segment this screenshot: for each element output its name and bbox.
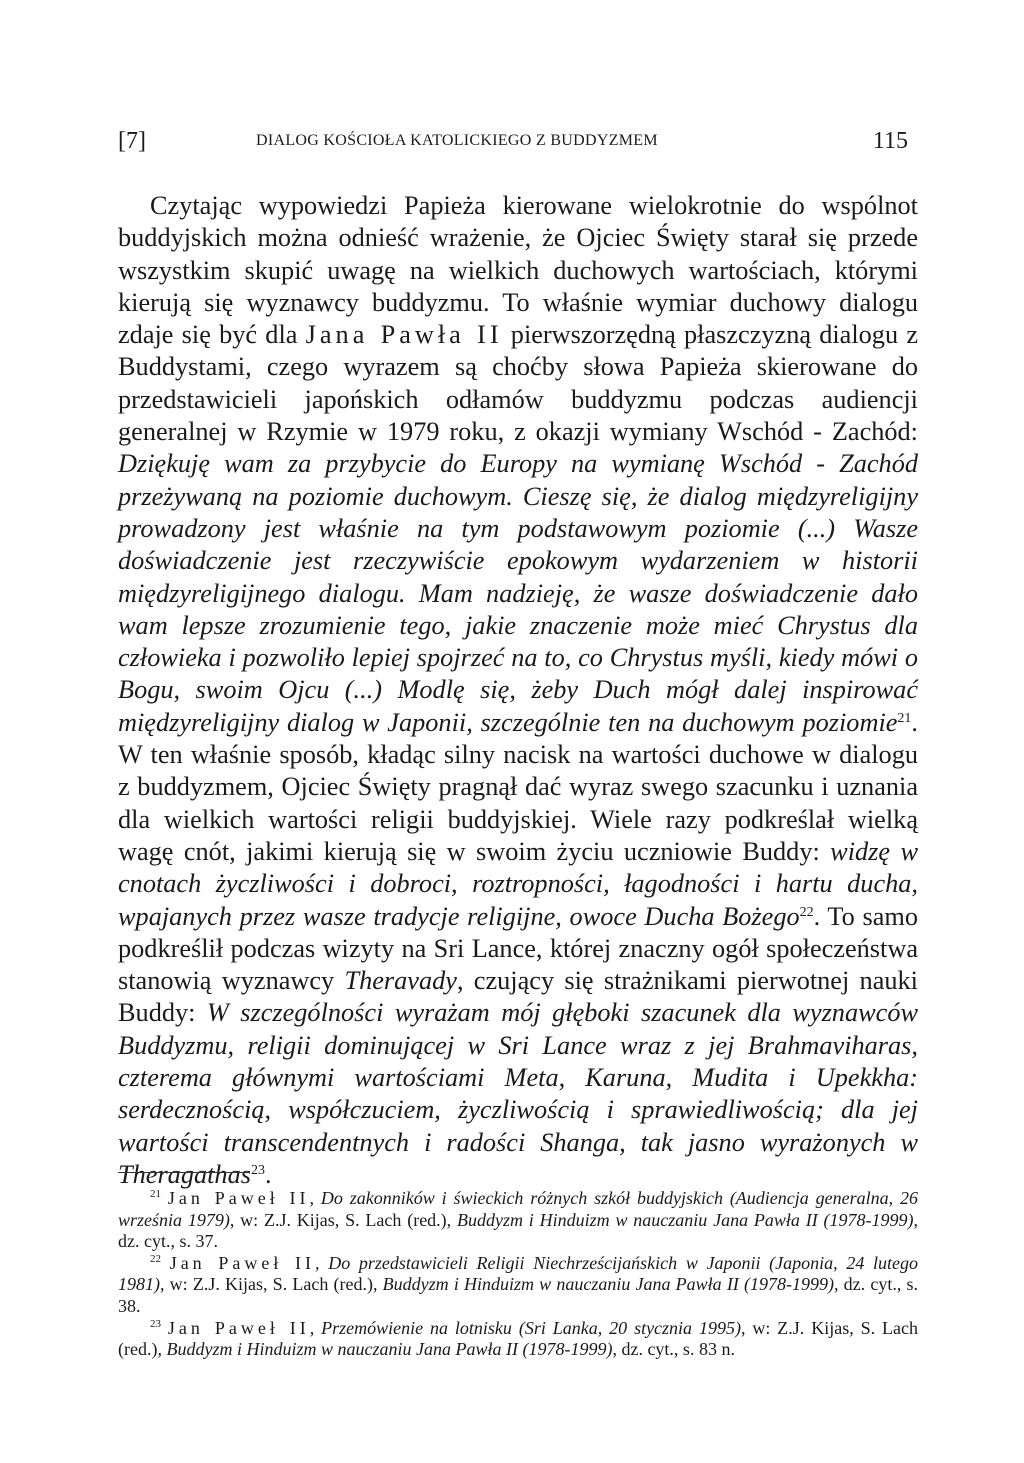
footnote [118,1253,918,1318]
footnote-text: , w: Z.J. Kijas, S. Lach (red.), [160,1274,383,1295]
quotation-italic: widzę w cnotach życzliwości i dobroci, roztropności, łagodności i hartu ducha, wpajanych przez wasze tradycje religijne, owoce Ducha Bożego [118,836,918,931]
text-run: , czujący się strażnikami pierwotnej nauki Buddy: [118,966,918,1028]
footnote-book: Buddyzm i Hinduizm w nauczaniu Jana Pawła II (1978-1999) [382,1274,834,1295]
running-title: DIALOG KOŚCIOŁA KATOLICKIEGO Z BUDDYZMEM [256,132,658,149]
footnote-text: , dz. cyt., s. 38. [118,1274,918,1316]
text-run: . W ten właśnie sposób, kładąc silny nacisk na wartości duchowe w dialogu z buddyzmem, Ojciec Święty pragnął dać wyraz swego szacunku i uznania dla wielkich wartości religii buddyjskiej. Wiele razy podkreślał wielką wagę cnót, jakimi kierują się w swoim życiu uczniowie Buddy: [118,707,918,866]
footnote-author: Jan Paweł II [169,1252,316,1273]
footnote-title: , Do zakonników i świeckich różnych szkół buddyjskich (Audiencja generalna, 26 września 1979) [118,1188,918,1230]
footnote-book: Buddyzm i Hinduizm w nauczaniu Jana Pawła II (1978-1999) [457,1209,914,1230]
text-run: Czytając wypowiedzi Papieża kierowane wielokrotnie do wspólnot buddyjskich można odnieść wrażenie, że Ojciec Święty starał się przede wszystkim skupić uwagę na wielkich duchowych wartościach, którymi kierują się wyznawcy buddyzmu. To właśnie wymiar duchowy dialogu zdaje się być dla [118,191,918,350]
page-number: 115 [872,128,908,154]
footnotes [118,1188,918,1361]
footnote-number: 22 [150,1252,161,1265]
footnote-book: Buddyzm i Hinduizm w nauczaniu Jana Pawła II (1978-1999) [166,1339,613,1360]
footnote-number: 21 [150,1188,161,1200]
footnote-text: , w: Z.J. Kijas, S. Lach (red.), [118,1317,918,1360]
footnote [118,1188,918,1253]
quotation-italic: W szczególności wyrażam mój głęboki szacunek dla wyznawców Buddyzmu, religii dominującej w Sri Lance wraz z jej Brahmaviharas, czterema głównymi wartościami Meta, Karuna, Mudita i Upekkha: serdecznością, współczuciem, życzliwością i sprawiedliwością; dla jej wartości transcendentnych i radości Shanga, tak jasno wyrażonych w Theragathas [118,998,919,1189]
footnote-author: Jan Paweł II [167,1317,310,1338]
running-header [118,128,908,164]
footnote [118,1318,918,1361]
footnote-ref[interactable]: 23 [250,1162,265,1178]
section-number: [7] [118,128,146,154]
footnote-text: , w: Z.J. Kijas, S. Lach (red.), [229,1209,457,1230]
footnote-title: , Przemówienie na lotnisku (Sri Lanka, 20 stycznia 1995) [309,1317,741,1338]
footnote-text: , dz. cyt., s. 83 n. [612,1339,735,1360]
quotation-italic: Dziękuję wam za przybycie do Europy na wymianę Wschód - Zachód przeżywaną na poziomie duchowym. Cieszę się, że dialog międzyreligijny prowadzony jest właśnie na tym podstawowym poziomie (...) Wasze doświadczenie jest rzeczywiście epokowym wydarzeniem w historii międzyreligijnego dialogu. Mam nadzieję, że wasze doświadczenie dało wam lepsze zrozumienie tego, jakie znaczenie może mieć Chrystus dla człowieka i pozwoliło lepiej spojrzeć na to, co Chrystus myśli, kiedy mówi o Bogu, swoim Ojcu (...) Modlę się, żeby Duch mógł dalej inspirować międzyreligijny dialog w Japonii, szczególnie ten na duchowym poziomie [118,449,918,737]
footnote-number: 23 [150,1317,161,1330]
footnote-ref[interactable]: 22 [799,904,814,920]
footnote-text: , dz. cyt., s. 37. [118,1209,918,1252]
footnote-ref[interactable]: 21 [897,710,912,726]
main-text [118,190,918,1191]
footnote-separator [118,1172,250,1173]
author-name-spaced: Jana Pawła II [305,320,503,350]
term-italic: Theravady [344,966,457,996]
text-run: . [264,1159,272,1189]
footnote-title: , Do przedstawicieli Religii Niechrześcijańskich w Japonii (Japonia, 24 lutego 1981) [118,1252,919,1295]
footnote-author: Jan Paweł II [167,1188,310,1208]
text-run: . To samo podkreślił podczas wizyty na Sri Lance, której znaczny ogół społeczeństwa stanowią wyznawcy [118,901,918,996]
text-run: pierwszorzędną płaszczyzną dialogu z Buddystami, czego wyrazem są choćby słowa Papieża skierowane do przedstawicieli japońskich odłamów buddyzmu podczas audiencji generalnej w Rzymie w 1979 roku, z okazji wymiany Wschód - Zachód: [118,320,918,447]
paragraph [118,190,918,1191]
